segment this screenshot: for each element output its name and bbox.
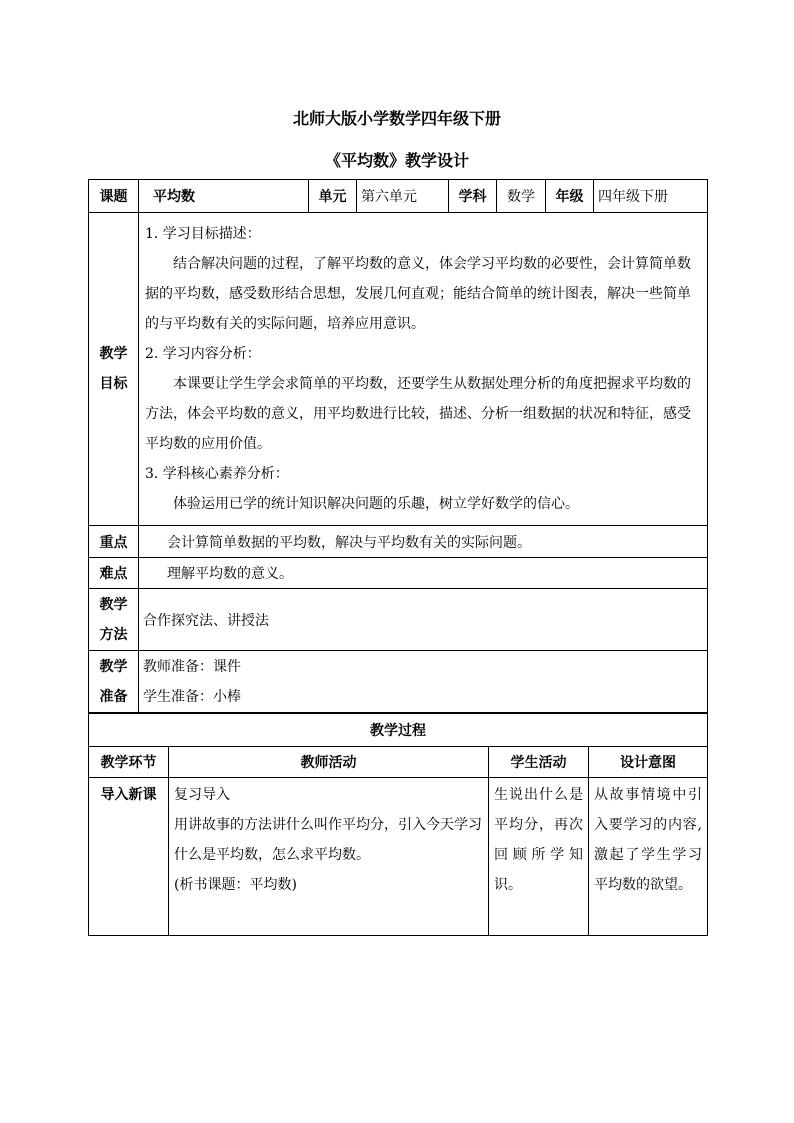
stage-cell: 导入新课 (89, 778, 169, 936)
goals-paragraph-3: 体验运用已学的统计知识解决问题的乐趣，树立学好数学的信心。 (173, 496, 579, 512)
topic-label: 课题 (89, 180, 139, 213)
unit-value: 第六单元 (357, 180, 449, 213)
process-title: 教学过程 (89, 714, 708, 747)
subject-label: 学科 (449, 180, 497, 213)
method-label (89, 589, 139, 651)
student-activity-header: 学生活动 (489, 747, 589, 778)
difficulty-value: 理解平均数的意义。 (139, 558, 708, 589)
subject-value: 数学 (497, 180, 546, 213)
difficulty-row (89, 558, 708, 589)
preparation-value (139, 651, 708, 713)
key-point-value: 会计算简单数据的平均数，解决与平均数有关的实际问题。 (139, 526, 708, 558)
goals-heading-3: 3. 学科核心素养分析： (145, 466, 289, 482)
goals-paragraph-2: 本课要让学生学会求简单的平均数，还要学生从数据处理分析的角度把握求平均数的方法，体会平均数的意义，用平均数进行比较，描述、分析一组数据的状况和特征，感受平均数的应用价值。 (145, 376, 691, 452)
unit-label: 单元 (309, 180, 357, 213)
teacher-activity-cell (169, 778, 489, 936)
process-title-row (89, 714, 708, 747)
goals-label-line1: 教学 (99, 346, 128, 362)
grade-value: 四年级下册 (594, 180, 708, 213)
method-label-line1: 教学 (99, 596, 128, 613)
topic-value: 平均数 (139, 180, 309, 213)
difficulty-label: 难点 (89, 558, 139, 589)
key-point-label: 重点 (89, 526, 139, 558)
preparation-label (89, 651, 139, 713)
stage-header: 教学环节 (89, 747, 169, 778)
goals-label-line2: 目标 (99, 376, 128, 392)
goals-label (89, 213, 139, 526)
teacher-preparation: 教师准备：课件 (143, 658, 241, 675)
document-subtitle: 《平均数》教学设计 (324, 151, 469, 170)
document-title: 北师大版小学数学四年级下册 (292, 109, 501, 128)
student-activity-cell: 生说出什么是平均分，再次回顾所学知识。 (489, 778, 589, 936)
goals-heading-1: 1. 学习目标描述： (145, 226, 261, 242)
student-preparation: 学生准备：小棒 (143, 688, 241, 705)
preparation-row (89, 651, 708, 713)
lesson-info-row (89, 180, 708, 213)
goals-content (139, 213, 708, 526)
lesson-info-table (88, 179, 708, 713)
preparation-label-line2: 准备 (99, 688, 128, 705)
key-point-row (89, 526, 708, 558)
method-value: 合作探究法、讲授法 (139, 589, 708, 651)
goals-row (89, 213, 708, 526)
teacher-activity-text: 用讲故事的方法讲什么叫作平均分，引入今天学习什么是平均数，怎么求平均数。 (174, 817, 482, 863)
method-row (89, 589, 708, 651)
method-label-line2: 方法 (99, 626, 128, 643)
goals-heading-2: 2. 学习内容分析： (145, 346, 261, 362)
process-table (88, 713, 708, 936)
process-header-row (89, 747, 708, 778)
goals-paragraph-1: 结合解决问题的过程，了解平均数的意义，体会学习平均数的必要性，会计算简单数据的平均数，感受数形结合思想，发展几何直观；能结合简单的统计图表，解决一些简单的与平均数有关的实际问题，培养应用意识。 (145, 256, 691, 332)
teacher-activity-header: 教师活动 (169, 747, 489, 778)
design-intent-cell: 从故事情境中引入要学习的内容,激起了学生学习平均数的欲望。 (589, 778, 708, 936)
preparation-label-line1: 教学 (99, 658, 128, 675)
grade-label: 年级 (546, 180, 594, 213)
teacher-activity-title: 复习导入 (174, 787, 230, 803)
teacher-activity-note: (析书课题：平均数) (174, 877, 297, 893)
design-intent-header: 设计意图 (589, 747, 708, 778)
table-row (89, 778, 708, 936)
